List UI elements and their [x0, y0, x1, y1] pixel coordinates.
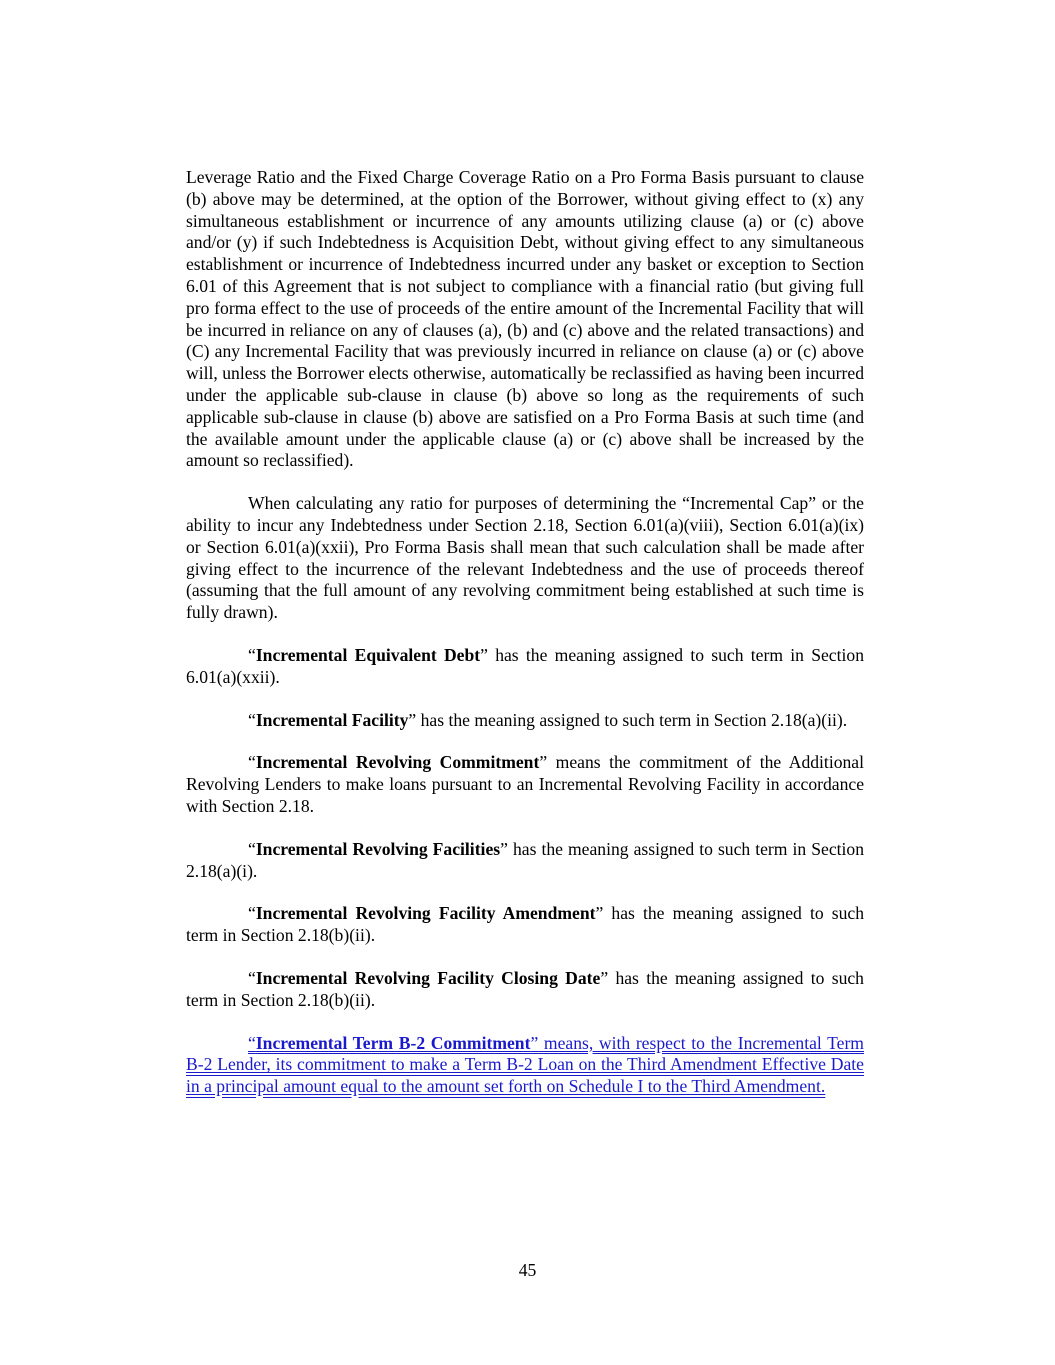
definition-text: has the meaning assigned to such term in Section 6.01(a)(xxii).	[186, 644, 864, 687]
definition-incremental-term-b2-commitment-inserted	[186, 1033, 864, 1098]
pro-forma-calculation-paragraph: When calculating any ratio for purposes of determining the “Incremental Cap” or the ability to incur any Indebtedness under Section 2.18, Section 6.01(a)(viii), Section 6.01(a)(ix) or Section 6.01(a)(xxii), Pro Forma Basis shall mean that such calculation shall be made after giving effect to the incurrence of the relevant Indebtedness and the use of proceeds thereof (assuming that the full amount of any revolving commitment being established at such time is fully drawn).	[186, 493, 864, 623]
open-quote: “	[248, 1032, 256, 1053]
open-quote: “	[248, 903, 256, 924]
definition-incremental-revolving-facilities	[186, 839, 864, 883]
close-quote: ”	[480, 644, 488, 665]
open-quote: “	[248, 644, 256, 665]
defined-term: Incremental Term B-2 Commitment	[255, 1032, 531, 1053]
close-quote: ”	[539, 752, 548, 773]
definition-incremental-revolving-facility-closing-date	[186, 968, 864, 1012]
defined-term: Incremental Revolving Commitment	[255, 752, 540, 773]
close-quote: ”	[530, 1032, 539, 1053]
defined-term: Incremental Revolving Facility Closing Date	[255, 967, 601, 988]
definition-incremental-facility	[186, 710, 864, 732]
defined-term: Incremental Revolving Facility Amendment	[255, 903, 596, 924]
definition-text: has the meaning assigned to such term in Section 2.18(a)(i).	[186, 838, 864, 881]
definition-incremental-revolving-commitment	[186, 752, 864, 817]
continuation-paragraph: Leverage Ratio and the Fixed Charge Coverage Ratio on a Pro Forma Basis pursuant to clause (b) above may be determined, at the option of the Borrower, without giving effect to (x) any simultaneous establishment or incurrence of any amounts utilizing clause (a) or (c) above and/or (y) if such Indebtedness is Acquisition Debt, without giving effect to any simultaneous establishment or incurrence of Indebtedness incurred under any basket or exception to Section 6.01 of this Agreement that is not subject to compliance with a financial ratio (but giving full pro forma effect to the use of proceeds of the entire amount of the Incremental Facility that will be incurred in reliance on any of clauses (a), (b) and (c) above and the related transactions) and (C) any Incremental Facility that was previously incurred in reliance on clause (a) or (c) above will, unless the Borrower elects otherwise, automatically be reclassified as having been incurred under the applicable sub-clause in clause (b) above so long as the requirements of such applicable sub-clause in clause (b) above are satisfied on a Pro Forma Basis at such time (and the available amount under the applicable clause (a) or (c) above shall be increased by the amount so reclassified).	[186, 167, 864, 471]
open-quote: “	[248, 838, 256, 859]
defined-term: Incremental Revolving Facilities	[255, 838, 501, 859]
close-quote: ”	[595, 903, 604, 924]
definition-text: has the meaning assigned to such term in Section 2.18(b)(ii).	[186, 967, 864, 1010]
close-quote: ”	[500, 838, 508, 859]
open-quote: “	[248, 709, 256, 730]
open-quote: “	[248, 752, 256, 773]
definition-incremental-equivalent-debt	[186, 645, 864, 689]
definition-text: has the meaning assigned to such term in Section 2.18(b)(ii).	[186, 903, 864, 946]
close-quote: ”	[408, 709, 417, 730]
close-quote: ”	[600, 967, 609, 988]
page-number: 45	[518, 1260, 537, 1280]
defined-term: Incremental Facility	[255, 709, 409, 730]
document-body	[186, 167, 864, 1119]
definition-incremental-revolving-facility-amendment	[186, 903, 864, 947]
defined-term: Incremental Equivalent Debt	[255, 644, 481, 665]
definition-text: has the meaning assigned to such term in Section 2.18(a)(ii).	[416, 709, 848, 730]
definition-text: means, with respect to the Incremental Term B-2 Lender, its commitment to make a Term B-2 Loan on the Third Amendment Effective Date in a principal amount equal to the amount set forth on Schedule I to the Third Amendment.	[186, 1032, 864, 1097]
definition-text: means the commitment of the Additional Revolving Lenders to make loans pursuant to an Incremental Revolving Facility in accordance with Section 2.18.	[186, 752, 864, 816]
open-quote: “	[248, 967, 256, 988]
